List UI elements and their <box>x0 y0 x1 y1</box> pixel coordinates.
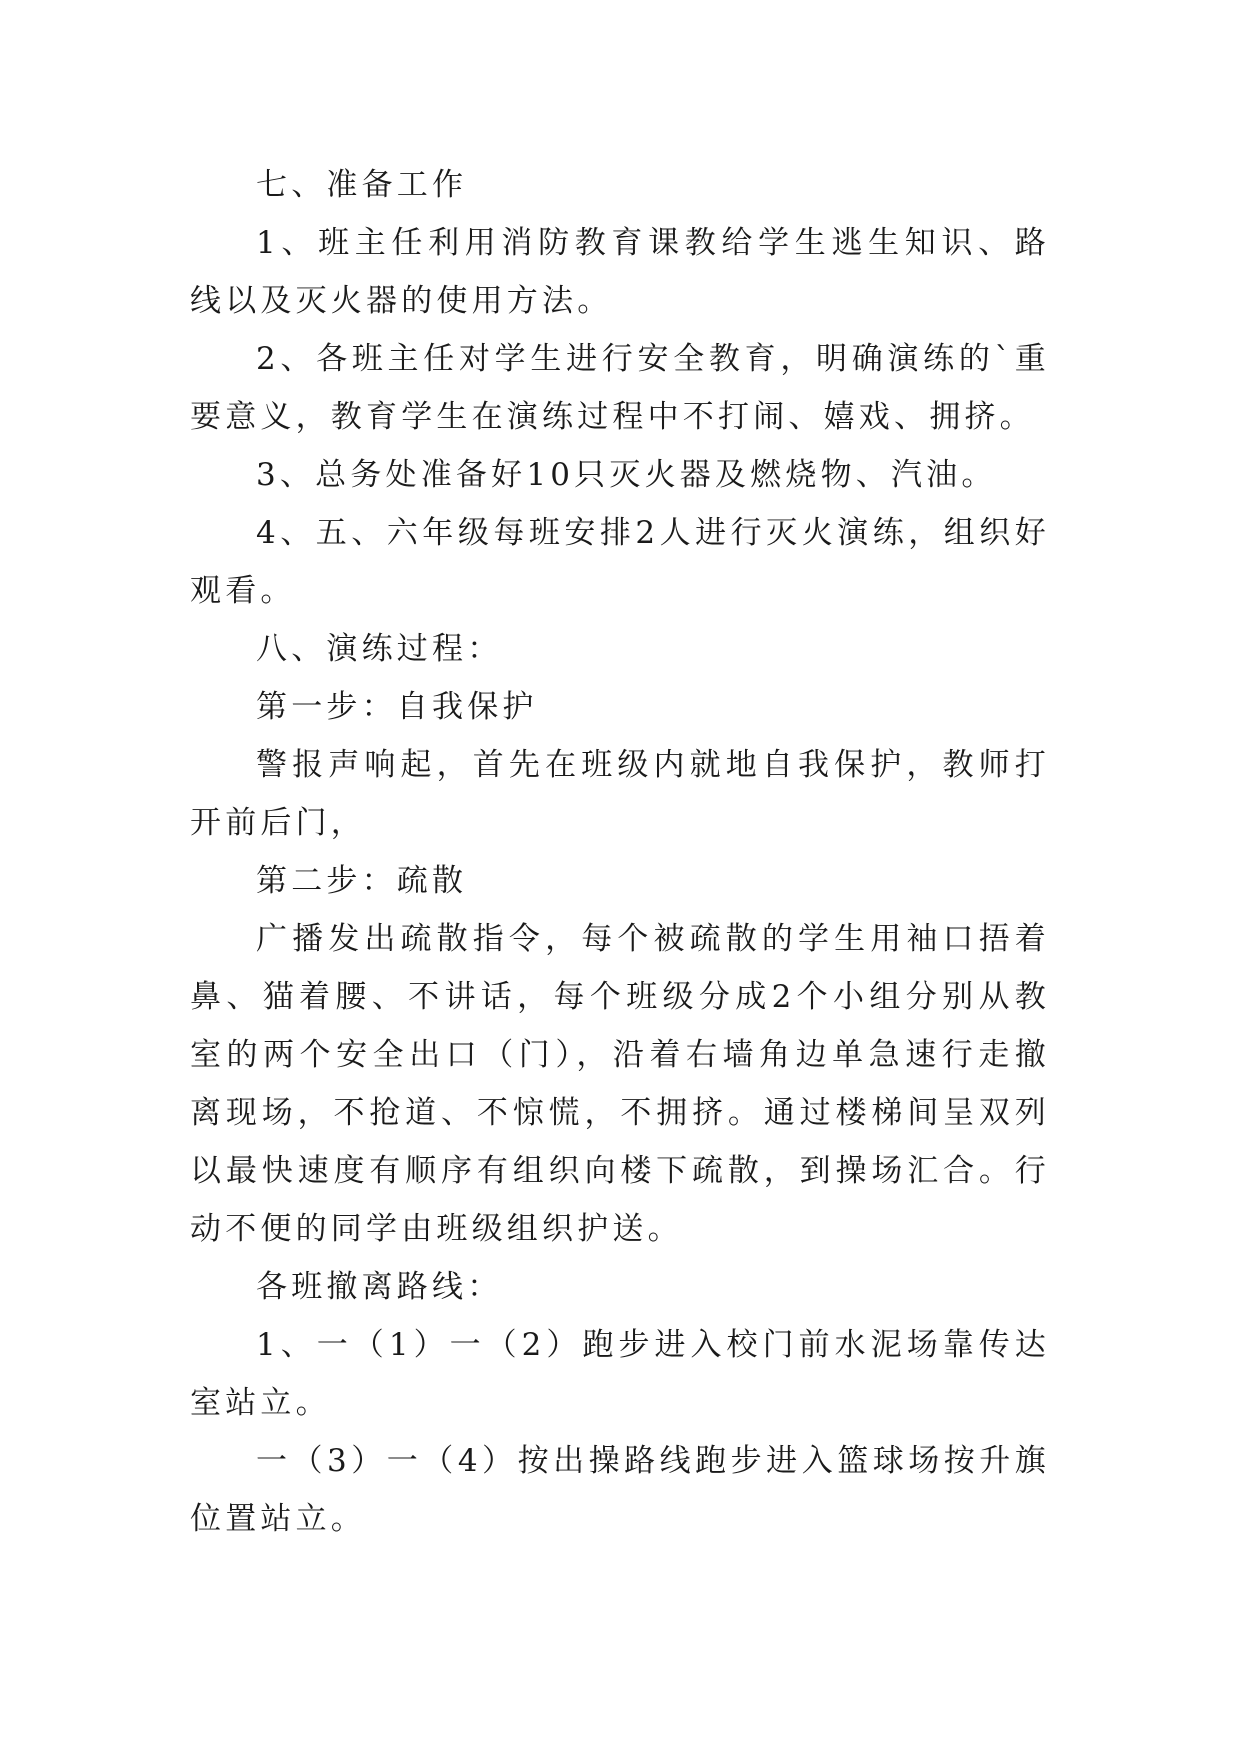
paragraph-preparation-3: 3、总务处准备好10只灭火器及燃烧物、汽油。 <box>256 457 997 493</box>
section-heading-preparation: 七、准备工作 <box>256 167 468 203</box>
step-heading-self-protection: 第一步：自我保护 <box>256 689 538 725</box>
paragraph-preparation-1: 1、班主任利用消防教育课教给学生逃生知识、路线以及灭火器的使用方法。 <box>190 225 1050 319</box>
subheading-evacuation-routes: 各班撤离路线： <box>256 1269 503 1305</box>
paragraph-route-2: 一（3）一（4）按出操路线跑步进入篮球场按升旗位置站立。 <box>190 1443 1050 1537</box>
paragraph-route-1: 1、一（1）一（2）跑步进入校门前水泥场靠传达室站立。 <box>190 1327 1050 1421</box>
document-body <box>190 156 1050 1548</box>
section-heading-drill-process: 八、演练过程： <box>256 631 503 667</box>
paragraph-preparation-4: 4、五、六年级每班安排2人进行灭火演练，组织好观看。 <box>190 515 1050 609</box>
paragraph-evacuation: 广播发出疏散指令，每个被疏散的学生用袖口捂着鼻、猫着腰、不讲话，每个班级分成2个小组分别从教室的两个安全出口（门），沿着右墙角边单急速行走撤离现场，不抢道、不惊慌，不拥挤。通过楼梯间呈双列以最快速度有顺序有组织向楼下疏散，到操场汇合。行动不便的同学由班级组织护送。 <box>190 921 1050 1247</box>
paragraph-preparation-2: 2、各班主任对学生进行安全教育，明确演练的`重要意义，教育学生在演练过程中不打闹、嬉戏、拥挤。 <box>190 341 1050 435</box>
step-heading-evacuation: 第二步：疏散 <box>256 863 468 899</box>
paragraph-self-protection: 警报声响起，首先在班级内就地自我保护，教师打开前后门， <box>190 747 1050 841</box>
